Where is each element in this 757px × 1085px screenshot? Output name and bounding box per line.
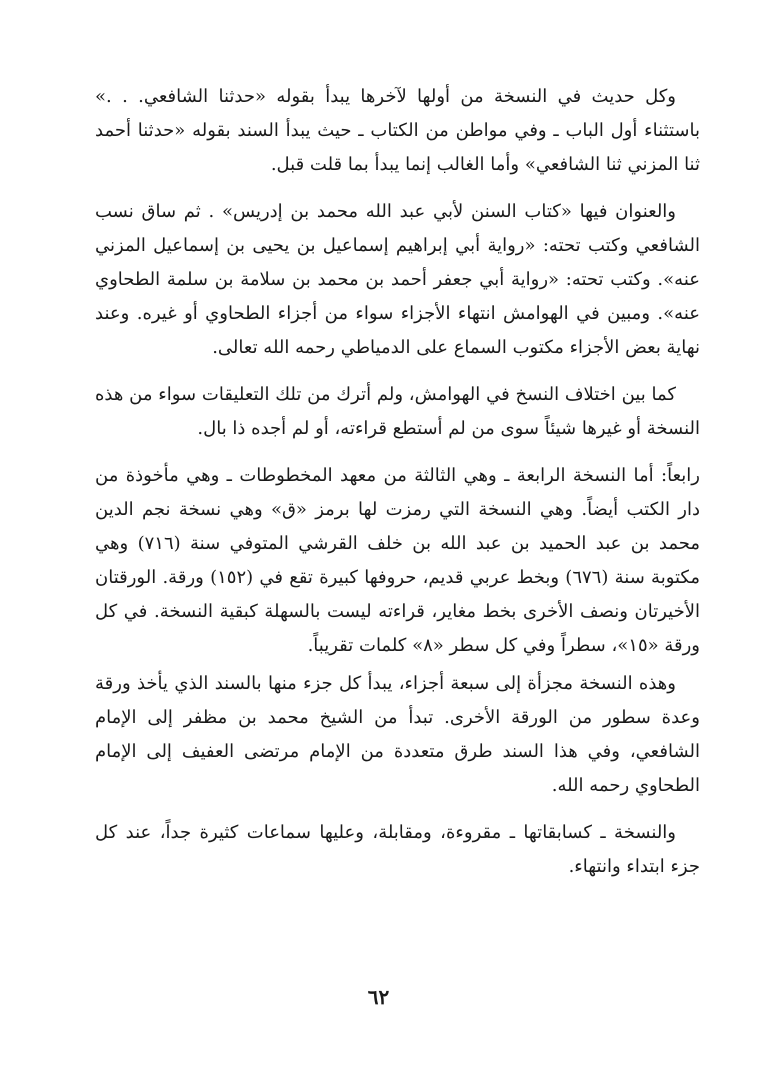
paragraph-fourth-manuscript: رابعاً: أما النسخة الرابعة ـ وهي الثالثة من معهد المخطوطات ـ وهي مأخوذة من دار الكتب أيضاً. وهي النسخة التي رمزت لها برمز «ق» وهي نسخة نجم الدين محمد بن عبد الحميد بن عبد الله بن خلف القرشي المتوفي سنة (٧١٦) وهي مكتوبة سنة (٦٧٦) وبخط عربي قديم، حروفها كبيرة تقع في (١٥٢) ورقة. الورقتان الأخيرتان ونصف الأخرى بخط مغاير، قراءته ليست بالسهلة كبقية النسخة. في كل ورقة «١٥»، سطراً وفي كل سطر «٨» كلمات تقريباً. (95, 465, 701, 656)
paragraph-readings: والنسخة ـ كسابقاتها ـ مقروءة، ومقابلة، وعليها سماعات كثيرة جداً، عند كل جزء ابتداء وانتهاء. (95, 822, 700, 877)
page-body (95, 80, 700, 897)
page-number: ٦٢ (367, 985, 390, 1009)
paragraph-title-and-narration: والعنوان فيها «كتاب السنن لأبي عبد الله محمد بن إدريس» . ثم ساق نسب الشافعي وكتب تحته: «رواية أبي إبراهيم إسماعيل بن يحيى بن إسماعيل المزني عنه». وكتب تحته: «رواية أبي جعفر أحمد بن محمد بن سلامة بن سلمة الطحاوي عنه». ومبين في الهوامش انتهاء الأجزاء سواء من أجزاء الطحاوي أو غيره. وعند نهاية بعض الأجزاء مكتوب السماع على الدمياطي رحمه الله تعالى. (95, 201, 700, 358)
paragraph-margin-notes: كما بين اختلاف النسخ في الهوامش، ولم أترك من تلك التعليقات سواء من هذه النسخة أو غيرها شيئاً سوى من لم أستطع قراءته، أو لم أجده ذا بال. (95, 384, 700, 439)
paragraph-seven-parts: وهذه النسخة مجزأة إلى سبعة أجزاء، يبدأ كل جزء منها بالسند الذي يأخذ ورقة وعدة سطور من الورقة الأخرى. تبدأ من الشيخ محمد بن مظفر إلى الإمام الشافعي، وفي هذا السند طرق متعددة من الإمام مرتضى العفيف إلى الإمام الطحاوي رحمه الله. (95, 673, 700, 796)
paragraph-hadith-opening: وكل حديث في النسخة من أولها لآخرها يبدأ بقوله «حدثنا الشافعي. . .» باستثناء أول الباب ـ وفي مواطن من الكتاب ـ حيث يبدأ السند بقوله «حدثنا أحمد ثنا المزني ثنا الشافعي» وأما الغالب إنما يبدأ بما قلت قبل. (95, 86, 700, 175)
